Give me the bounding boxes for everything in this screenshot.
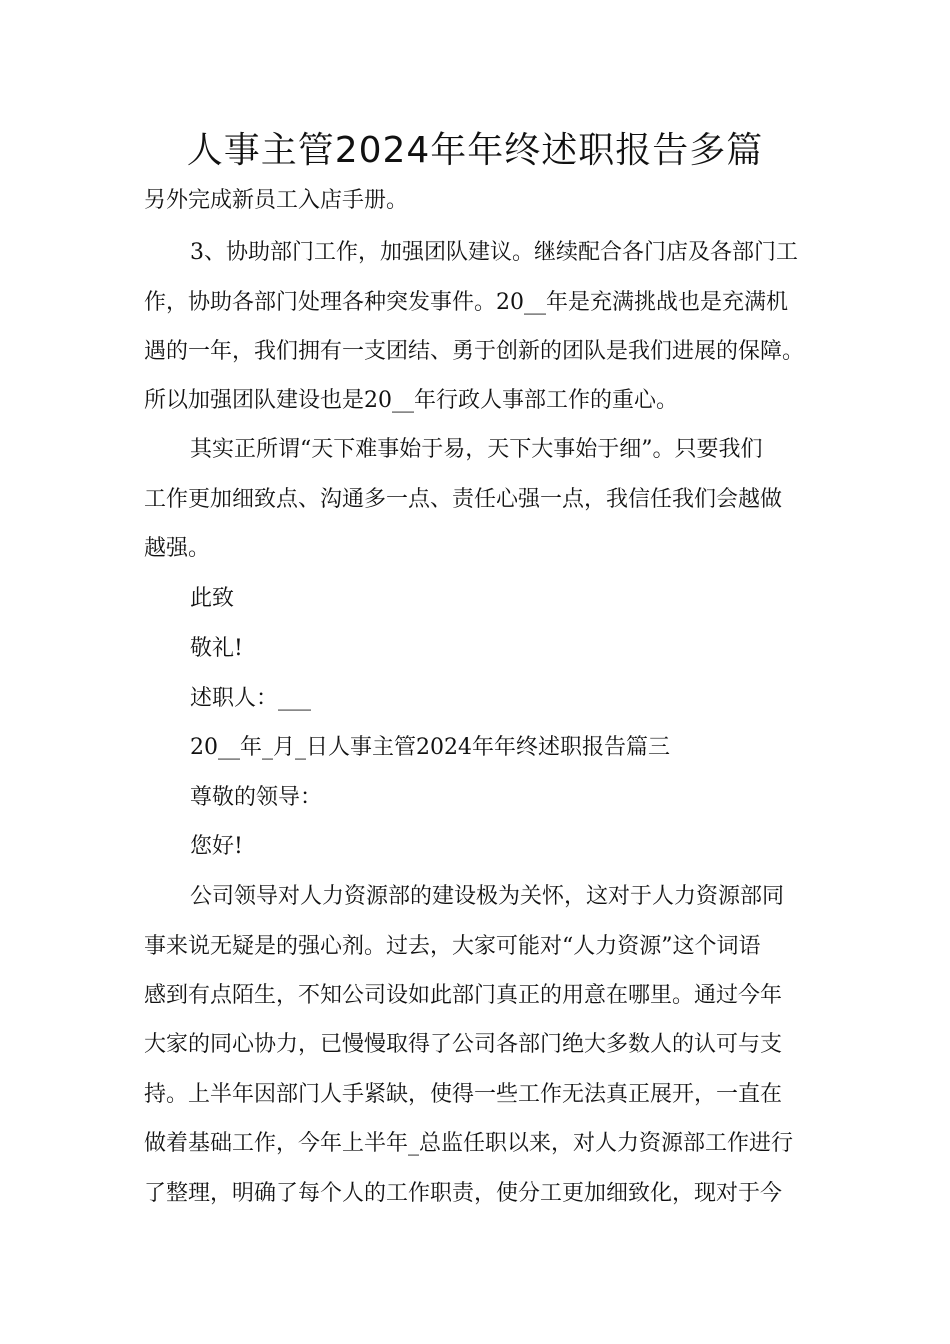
text-line: 3、协助部门工作，加强团队建议。继续配合各门店及各部门工 bbox=[190, 240, 798, 265]
closing-line: 此致 bbox=[190, 586, 235, 611]
text-line: 作，协助各部门处理各种突发事件。20__年是充满挑战也是充满机 bbox=[144, 290, 788, 315]
greeting-line: 您好! bbox=[190, 834, 243, 859]
text-line: 持。上半年因部门人手紧缺，使得一些工作无法真正展开，一直在 bbox=[144, 1082, 783, 1107]
text-line: 公司领导对人力资源部的建设极为关怀，这对于人力资源部同 bbox=[190, 884, 785, 909]
text-line: 感到有点陌生，不知公司设如此部门真正的用意在哪里。通过今年 bbox=[144, 983, 783, 1008]
salutation-line: 敬礼! bbox=[190, 636, 243, 661]
text-line: 其实正所谓“天下难事始于易，天下大事始于细”。只要我们 bbox=[190, 437, 763, 462]
text-line: 大家的同心协力，已慢慢取得了公司各部门绝大多数人的认可与支 bbox=[144, 1032, 783, 1057]
text-line: 另外完成新员工入店手册。 bbox=[144, 188, 409, 213]
date-section-heading: 20__年_月_日人事主管2024年年终述职报告篇三 bbox=[190, 735, 670, 760]
text-line: 了整理，明确了每个人的工作职责，使分工更加细致化，现对于今 bbox=[144, 1181, 783, 1206]
signature-line: 述职人：___ bbox=[190, 686, 312, 711]
text-line: 事来说无疑是的强心剂。过去，大家可能对“人力资源”这个词语 bbox=[144, 934, 761, 959]
text-line: 所以加强团队建设也是20__年行政人事部工作的重心。 bbox=[144, 388, 678, 413]
text-line: 遇的一年，我们拥有一支团结、勇于创新的团队是我们进展的保障。 bbox=[144, 339, 805, 364]
document-title: 人事主管2024年年终述职报告多篇 bbox=[186, 130, 764, 171]
text-line: 工作更加细致点、沟通多一点、责任心强一点，我信任我们会越做 bbox=[144, 487, 783, 512]
text-line: 越强。 bbox=[144, 536, 211, 561]
text-line: 做着基础工作，今年上半年_总监任职以来，对人力资源部工作进行 bbox=[144, 1131, 794, 1156]
greeting-line: 尊敬的领导： bbox=[190, 785, 323, 810]
